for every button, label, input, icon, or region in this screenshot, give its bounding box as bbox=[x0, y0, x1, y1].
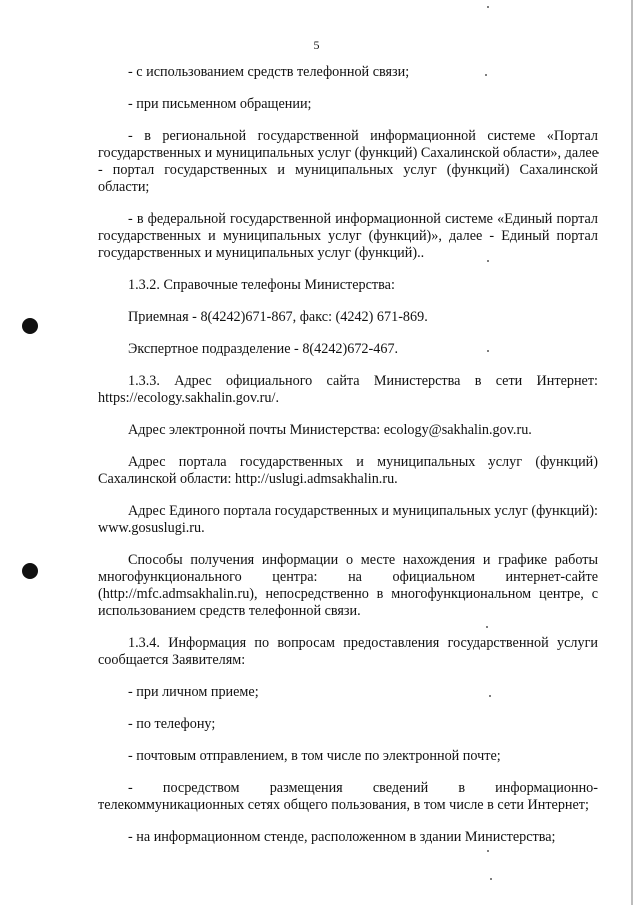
document-body bbox=[98, 64, 598, 861]
paragraph-regional-portal: - в региональной государственной информационной системе «Портал государственных и муниципальных услуг (функций) Сахалинской области», далее - портал государственных и муниципальных услуг (функций) Сахалинской области; bbox=[98, 128, 598, 195]
paragraph-email: Адрес электронной почты Министерства: ecology@sakhalin.gov.ru. bbox=[128, 422, 532, 438]
paragraph-personal-reception: - при личном приеме; bbox=[128, 684, 259, 700]
paragraph-phone-communication: - с использованием средств телефонной связи; bbox=[128, 64, 410, 80]
paragraph-postal: - почтовым отправлением, в том числе по электронной почте; bbox=[128, 748, 501, 764]
paragraph-info-stand: - на информационном стенде, расположенном в здании Министерства; bbox=[128, 829, 556, 845]
paragraph-reference-phones-heading: 1.3.2. Справочные телефоны Министерства: bbox=[128, 277, 395, 293]
paragraph-mfc-info: Способы получения информации о месте нахождения и графике работы многофункционального центра: на официальном интернет-сайте (http://mfc.admsakhalin.ru), непосредственно в многофункциональном центре, с использованием средств телефонной связи. bbox=[98, 552, 598, 619]
punch-hole-top bbox=[22, 318, 38, 334]
scan-speck bbox=[490, 878, 492, 880]
paragraph-reception-phone: Приемная - 8(4242)671-867, факс: (4242) 671-869. bbox=[128, 309, 428, 325]
punch-hole-bottom bbox=[22, 563, 38, 579]
scan-speck bbox=[487, 6, 489, 8]
paragraph-unified-portal-address: Адрес Единого портала государственных и муниципальных услуг (функций): www.gosuslugi.ru. bbox=[98, 503, 598, 536]
page-number: 5 bbox=[313, 38, 320, 52]
paragraph-federal-portal: - в федеральной государственной информационной системе «Единый портал государственных и муниципальных услуг (функций)», далее - Единый портал государственных и муниципальных услуг (функций).. bbox=[98, 211, 598, 261]
paragraph-official-site: 1.3.3. Адрес официального сайта Министерства в сети Интернет: https://ecology.sakhalin.gov.ru/. bbox=[98, 373, 598, 406]
paragraph-telecom-networks: - посредством размещения сведений в информационно-телекоммуникационных сетях общего пользования, в том числе в сети Интернет; bbox=[98, 780, 598, 813]
paragraph-by-phone: - по телефону; bbox=[128, 716, 216, 732]
paragraph-info-provision-heading: 1.3.4. Информация по вопросам предоставления государственной услуги сообщается Заявителям: bbox=[98, 635, 598, 668]
paragraph-written-request: - при письменном обращении; bbox=[128, 96, 312, 112]
paragraph-expert-division-phone: Экспертное подразделение - 8(4242)672-467. bbox=[128, 341, 399, 357]
paragraph-regional-portal-address: Адрес портала государственных и муниципальных услуг (функций) Сахалинской области: http://uslugi.admsakhalin.ru. bbox=[98, 454, 598, 487]
